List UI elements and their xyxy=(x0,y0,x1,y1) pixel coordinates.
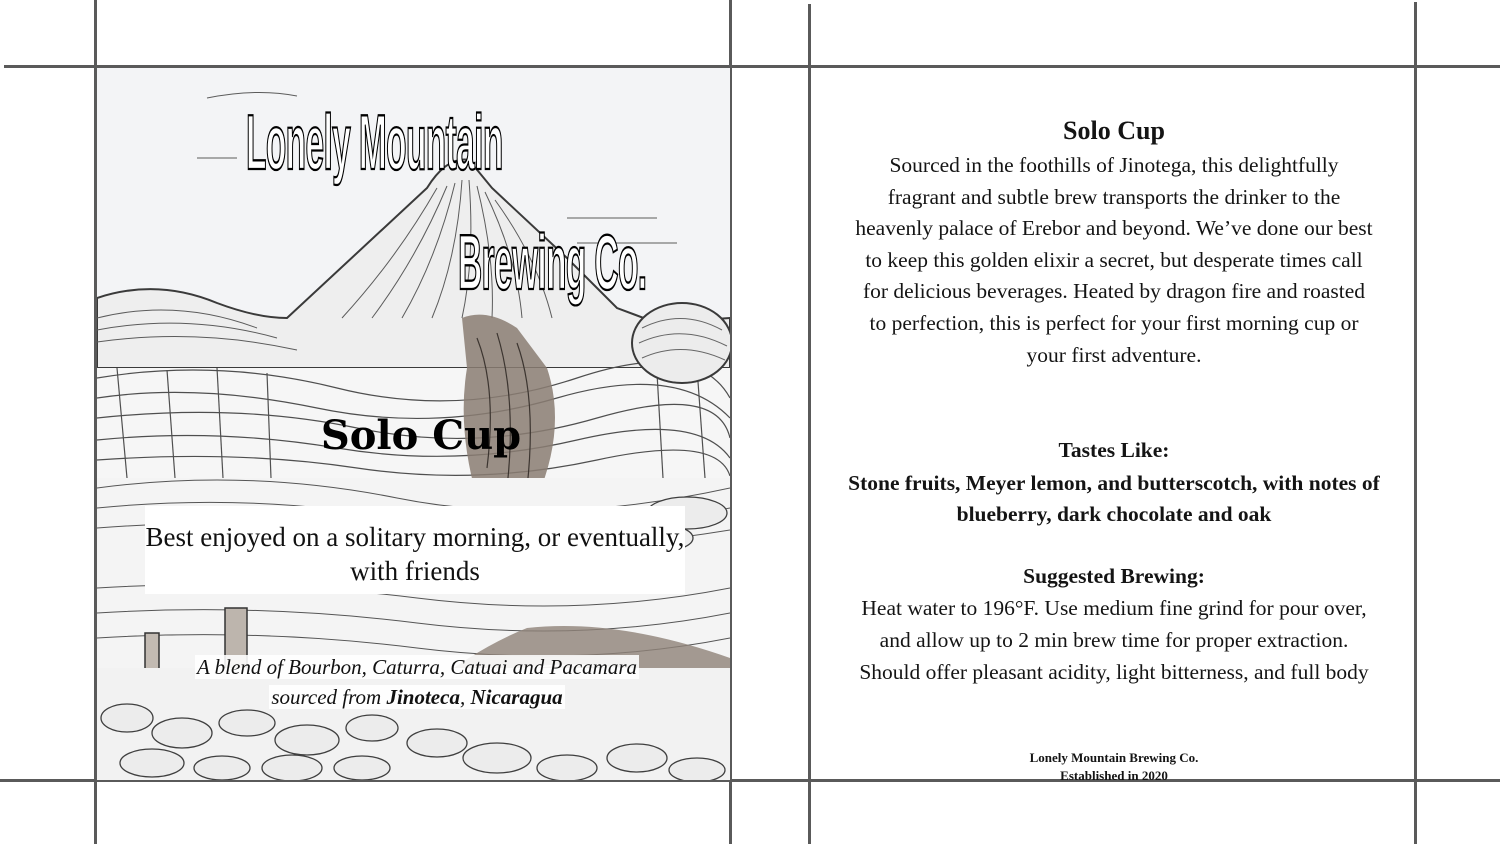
tastes-like-heading: Tastes Like: xyxy=(1058,438,1170,462)
brand-name-line-1: Lonely Mountain xyxy=(246,99,503,187)
brewing-instructions: Heat water to 196°F. Use medium fine grind for pour over, and allow up to 2 min brew time for proper extraction. Should offer pleasant acidity, light bitterness, and full body xyxy=(859,596,1369,684)
blend-origin xyxy=(269,685,564,709)
tasting-notes: Stone fruits, Meyer lemon, and butterscotch, with notes of blueberry, dark chocolate and oak xyxy=(848,471,1380,526)
suggested-brewing-heading: Suggested Brewing: xyxy=(1023,564,1205,588)
blend-source-prefix: sourced from xyxy=(271,685,387,709)
brand-name-line-2: Brewing Co. xyxy=(458,219,647,307)
front-label xyxy=(97,68,730,780)
blend-separator: , xyxy=(459,685,471,709)
footer-established: Established in 2020 xyxy=(1060,768,1168,783)
blend-info xyxy=(169,652,665,712)
back-label xyxy=(812,68,1416,783)
crop-line-right-inner xyxy=(808,4,811,844)
blend-region: Jinoteca xyxy=(386,685,460,709)
product-description: Sourced in the foothills of Jinotega, this delightfully fragrant and subtle brew transports the drinker to the heavenly palace of Erebor and beyond. We’ve done our best to keep this golden elixir a secret, but desperate times call for delicious beverages. Heated by dragon fire and roasted to perfection, this is perfect for your first morning cup or your first adventure. xyxy=(855,153,1373,367)
product-title: Solo Cup xyxy=(320,412,522,459)
blend-country: Nicaragua xyxy=(470,685,563,709)
blend-varieties: A blend of Bourbon, Caturra, Catuai and Pacamara xyxy=(196,655,638,679)
footer-company: Lonely Mountain Brewing Co. xyxy=(1029,750,1199,765)
tagline: Best enjoyed on a solitary morning, or eventually, with friends xyxy=(145,506,685,594)
back-title: Solo Cup xyxy=(1063,116,1165,145)
